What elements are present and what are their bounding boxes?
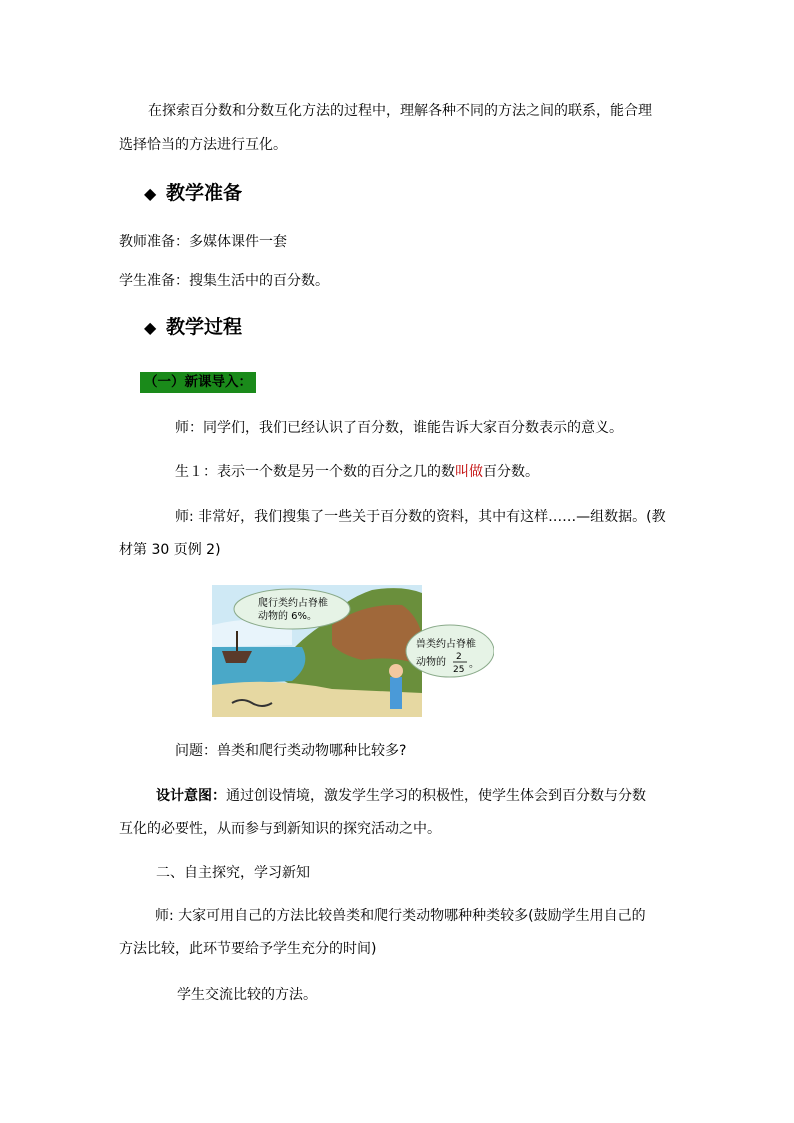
heading-process: [144, 314, 242, 341]
question-line: 问题：兽类和爬行类动物哪种比较多?: [175, 743, 407, 759]
design-line-2: 互化的必要性，从而参与到新知识的探究活动之中。: [119, 821, 441, 837]
teacher-line-3b: 方法比较，此环节要给予学生充分的时间): [119, 941, 377, 957]
bubble-1-line-2: 动物的 6%。: [258, 611, 318, 622]
bubble-1-line-1: 爬行类约占脊椎: [258, 598, 328, 609]
goals-line-1: 在探索百分数和分数互化方法的过程中，理解各种不同的方法之间的联系，能合理: [148, 103, 652, 119]
boy-head: [389, 664, 403, 678]
section-tag-intro: （一）新课导入：: [140, 372, 256, 393]
student-line-2: 学生交流比较的方法。: [177, 987, 317, 1003]
teacher-line-2b: 材第 30 页例 2): [119, 542, 221, 558]
goals-line-2: 选择恰当的方法进行互化。: [119, 137, 287, 153]
boy-figure: [390, 677, 402, 709]
design-label: 设计意图：: [156, 788, 226, 804]
student-line-1: [175, 462, 539, 482]
speech-bubble-1: [234, 589, 350, 629]
heading-process-text: 教学过程: [166, 316, 243, 338]
student-line-1-a: 生１：表示一个数是另一个数的百分之几的数: [175, 464, 455, 480]
design-text-1: 通过创设情境，激发学生学习的积极性，使学生体会到百分数与分数: [226, 788, 646, 804]
speech-bubble-2: [406, 625, 494, 677]
teacher-prep: 教师准备：多媒体课件一套: [119, 234, 287, 250]
diamond-bullet-icon: ◆: [144, 184, 157, 203]
student-prep: 学生准备：搜集生活中的百分数。: [119, 273, 329, 289]
design-line-1: [156, 786, 646, 806]
textbook-illustration: [212, 585, 494, 717]
heading-prep-text: 教学准备: [166, 182, 243, 204]
teacher-line-1: 师：同学们，我们已经认识了百分数，谁能告诉大家百分数表示的意义。: [175, 420, 623, 436]
section-2-title: 二、自主探究，学习新知: [156, 865, 310, 881]
bubble-2-line-1: 兽类约占脊椎: [416, 639, 476, 650]
fraction-denominator: 25: [453, 665, 465, 675]
boat-mast: [236, 631, 238, 651]
fraction-numerator: 2: [456, 652, 462, 662]
teacher-line-2a: 师: 非常好，我们搜集了一些关于百分数的资料，其中有这样……—组数据。(教: [175, 509, 666, 525]
diamond-bullet-icon: ◆: [144, 318, 157, 337]
teacher-line-3a: 师: 大家可用自己的方法比较兽类和爬行类动物哪种种类较多(鼓励学生用自己的: [155, 908, 646, 924]
student-line-1-b: 百分数。: [483, 464, 539, 480]
bubble-2-line-2: 动物的: [416, 657, 446, 668]
bubble-2-end: 。: [469, 659, 479, 670]
heading-prep: [144, 180, 242, 207]
student-line-1-red: 叫做: [455, 464, 483, 480]
